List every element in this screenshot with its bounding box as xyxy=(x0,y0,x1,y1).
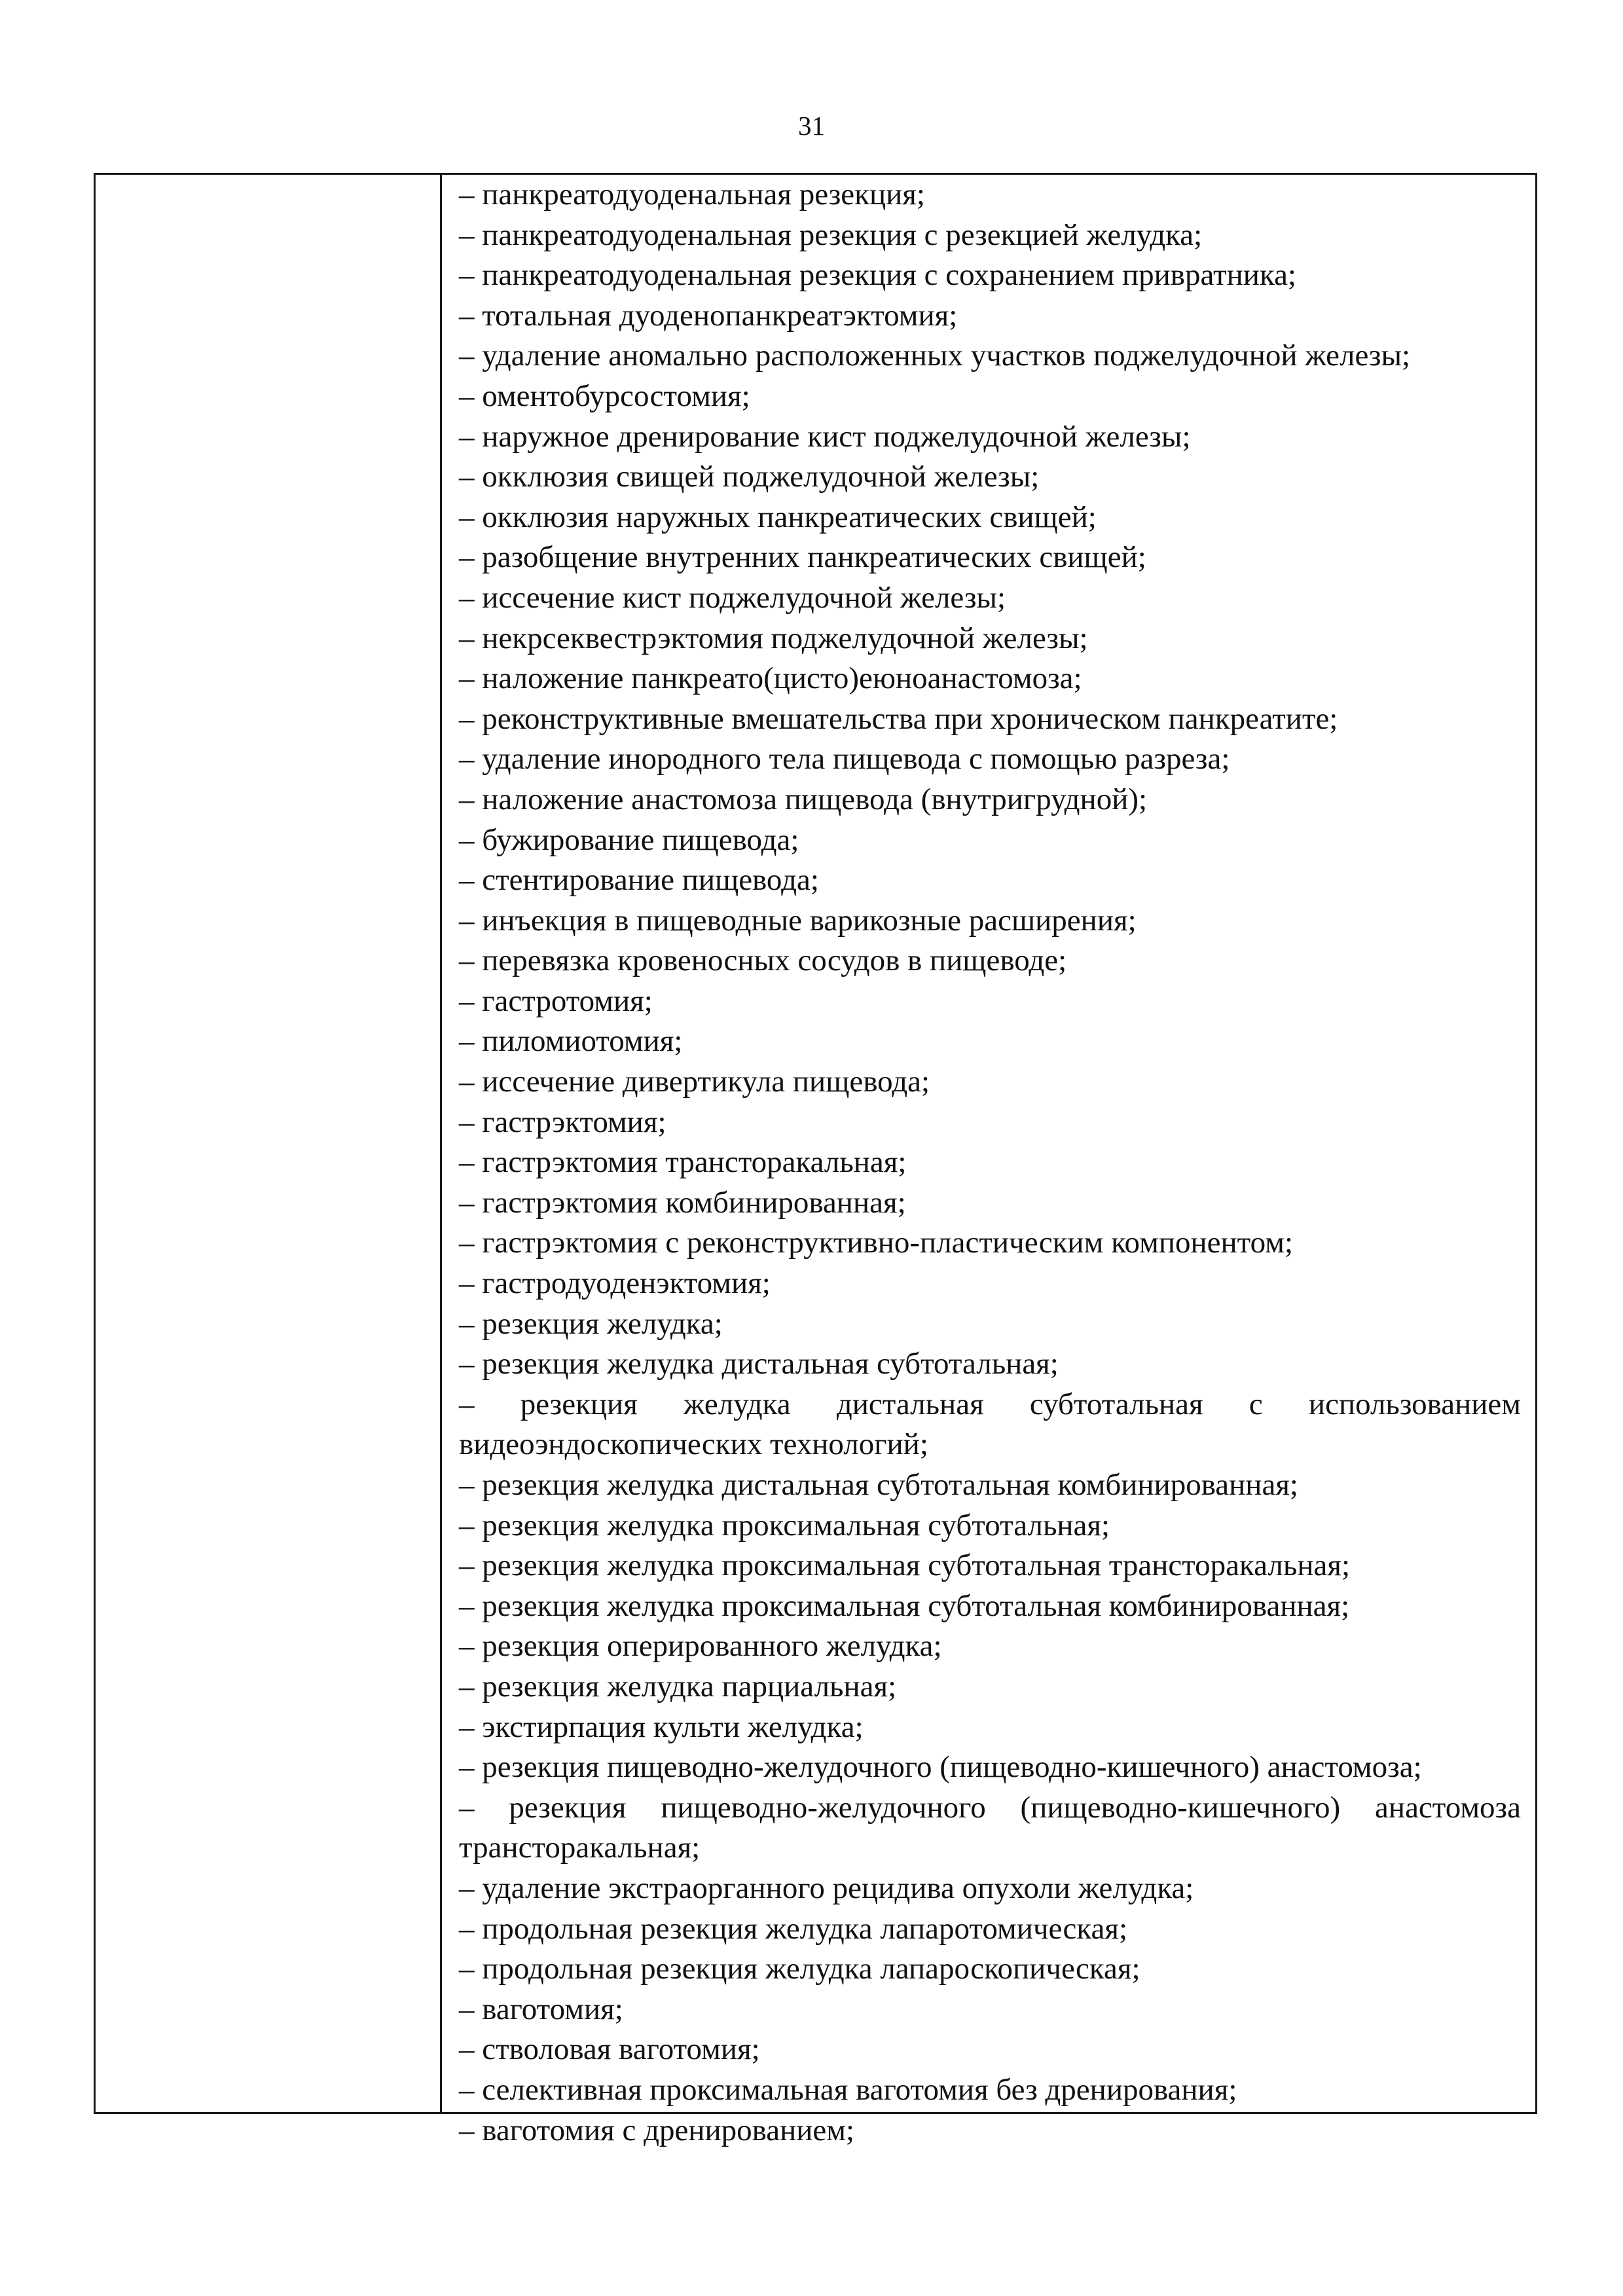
list-item: – окклюзия наружных панкреатических свищей; xyxy=(459,500,1097,534)
list-item: – иссечение дивертикула пищевода; xyxy=(459,1065,930,1099)
list-item: – резекция желудка дистальная субтотальная с использованием видеоэндоскопических технологий; xyxy=(459,1387,1521,1462)
list-item: – панкреатодуоденальная резекция с резекцией желудка; xyxy=(459,217,1203,252)
list-item: – резекция желудка проксимальная субтотальная комбинированная; xyxy=(459,1588,1350,1623)
list-item: – резекция желудка проксимальная субтотальная; xyxy=(459,1508,1110,1542)
list-item: – резекция пищеводно-желудочного (пищеводно-кишечного) анастомоза; xyxy=(459,1750,1422,1785)
list-item: – резекция желудка парциальная; xyxy=(459,1669,897,1704)
list-item: – стентирование пищевода; xyxy=(459,863,819,898)
list-item: – панкреатодуоденальная резекция; xyxy=(459,177,925,211)
list-item: – гастротомия; xyxy=(459,983,653,1018)
list-item: – селективная проксимальная ваготомия без дренирования; xyxy=(459,2072,1237,2107)
list-item: – пиломиотомия; xyxy=(459,1024,683,1059)
list-item: – ваготомия с дренированием; xyxy=(459,2113,855,2147)
list-item: – удаление аномально расположенных участков поджелудочной железы; xyxy=(459,338,1411,373)
list-item: – удаление инородного тела пищевода с помощью разреза; xyxy=(459,742,1230,776)
list-item: – панкреатодуоденальная резекция с сохранением привратника; xyxy=(459,258,1296,293)
list-item: – удаление экстраорганного рецидива опухоли желудка; xyxy=(459,1870,1194,1905)
procedures-table xyxy=(94,173,1537,2147)
list-item: – иссечение кист поджелудочной железы; xyxy=(459,580,1006,615)
list-item: – наложение панкреато(цисто)еюноанастомоза; xyxy=(459,661,1082,696)
list-item: – стволовая ваготомия; xyxy=(459,2032,760,2067)
list-item: – реконструктивные вмешательства при хроническом панкреатите; xyxy=(459,701,1338,736)
list-item: – экстирпация культи желудка; xyxy=(459,1709,864,1744)
list-item: – оментобурсостомия; xyxy=(459,378,750,413)
list-item: – перевязка кровеносных сосудов в пищеводе; xyxy=(459,943,1067,978)
list-item: – гастрэктомия комбинированная; xyxy=(459,1185,906,1220)
list-item: – бужирование пищевода; xyxy=(459,822,799,857)
table-right-cell xyxy=(442,175,1535,2147)
list-item: – разобщение внутренних панкреатических свищей; xyxy=(459,540,1146,575)
list-item: – гастрэктомия с реконструктивно-пластическим компонентом; xyxy=(459,1226,1294,1260)
list-item: – наружное дренирование кист поджелудочной железы; xyxy=(459,419,1191,454)
list-item: – резекция желудка дистальная субтотальная комбинированная; xyxy=(459,1468,1298,1502)
list-item: – некрсеквестрэктомия поджелудочной железы; xyxy=(459,621,1088,655)
list-item: – резекция пищеводно-желудочного (пищеводно-кишечного) анастомоза трансторакальная; xyxy=(459,1790,1521,1865)
list-item: – окклюзия свищей поджелудочной железы; xyxy=(459,460,1040,494)
list-item: – гастрэктомия; xyxy=(459,1104,666,1139)
list-item: – продольная резекция желудка лапароскопическая; xyxy=(459,1952,1140,1986)
list-item: – гастрэктомия трансторакальная; xyxy=(459,1145,907,1180)
list-item: – резекция желудка проксимальная субтотальная трансторакальная; xyxy=(459,1548,1351,1583)
list-item: – наложение анастомоза пищевода (внутригрудной); xyxy=(459,782,1148,816)
list-item: – продольная резекция желудка лапаротомическая; xyxy=(459,1911,1128,1946)
list-item: – резекция оперированного желудка; xyxy=(459,1629,942,1664)
list-item: – резекция желудка дистальная субтотальная; xyxy=(459,1347,1059,1381)
page-number: 31 xyxy=(798,111,825,141)
procedure-list xyxy=(459,175,1521,2151)
list-item: – резекция желудка; xyxy=(459,1306,723,1341)
list-item: – инъекция в пищеводные варикозные расширения; xyxy=(459,903,1137,938)
list-item: – тотальная дуоденопанкреатэктомия; xyxy=(459,298,958,333)
table-left-cell xyxy=(96,175,442,2112)
list-item: – ваготомия; xyxy=(459,1992,623,2026)
list-item: – гастродуоденэктомия; xyxy=(459,1266,771,1301)
